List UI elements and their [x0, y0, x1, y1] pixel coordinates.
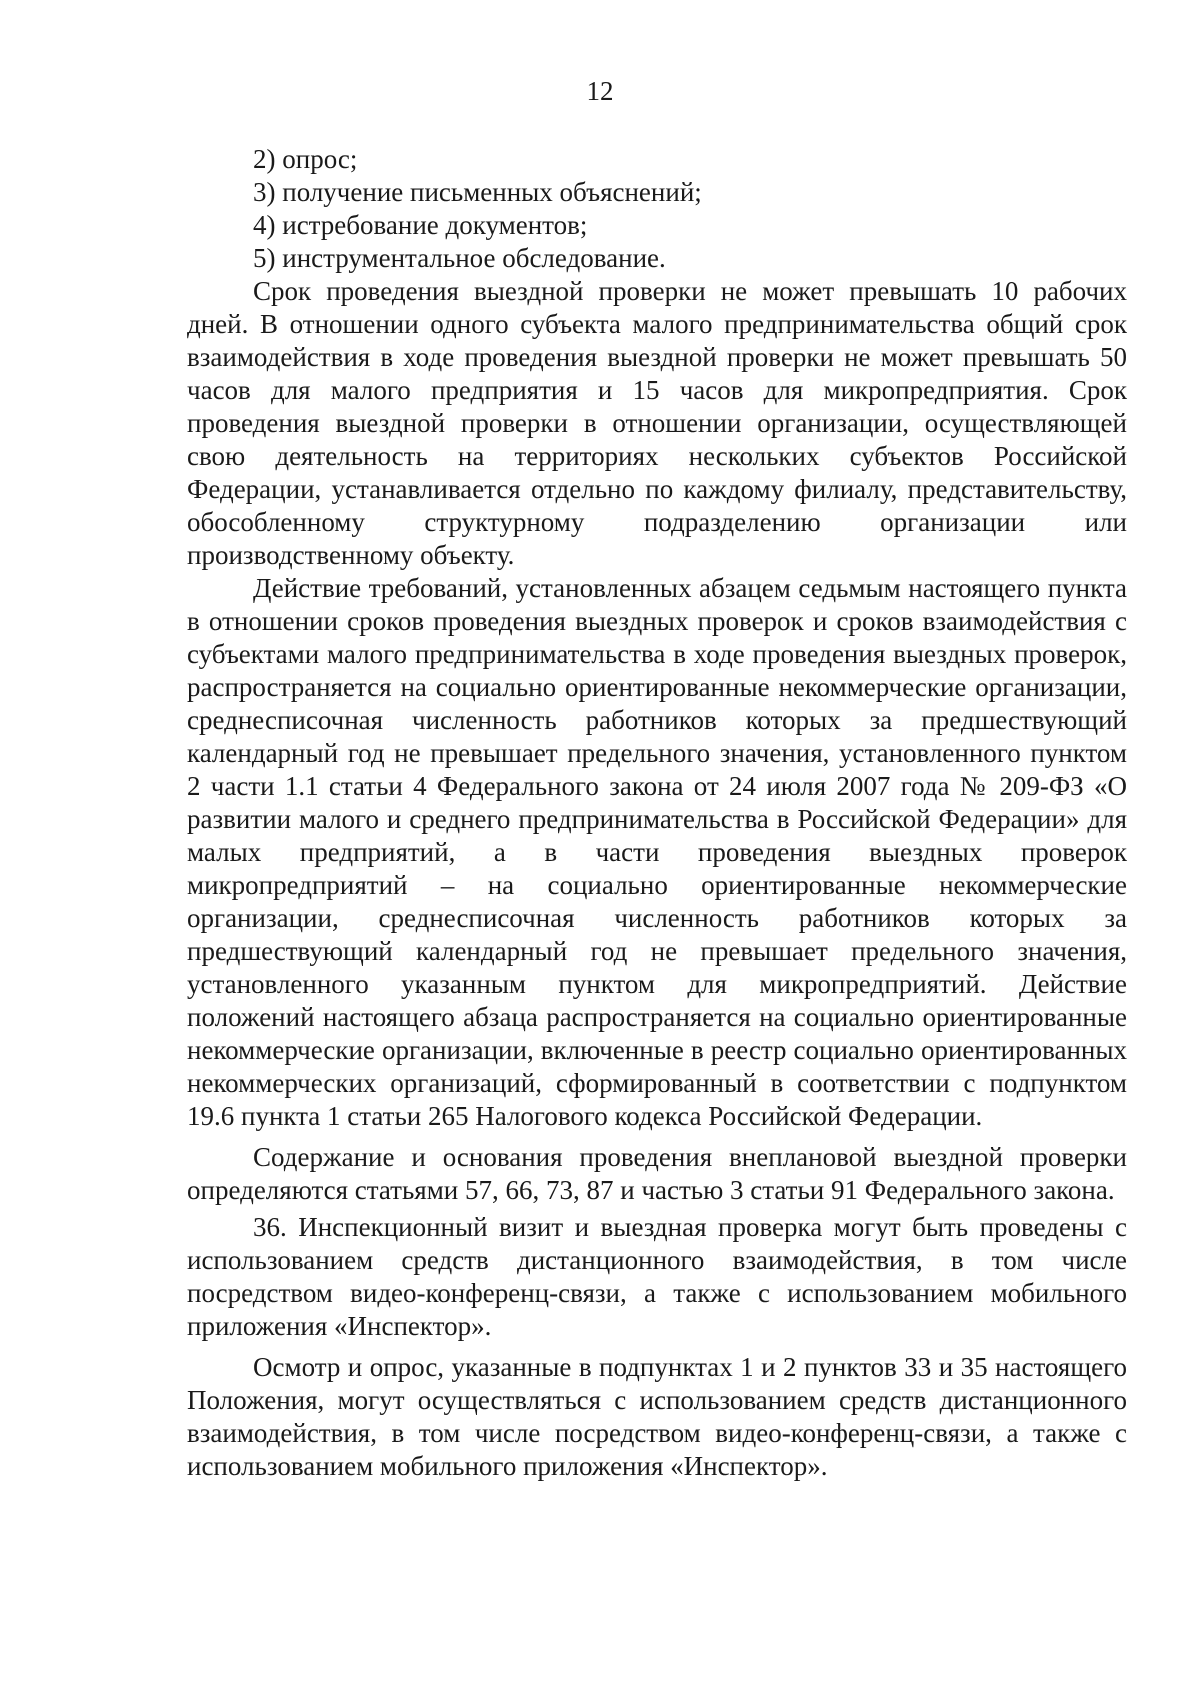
document-body — [187, 143, 1127, 1483]
paragraph-remote-inspection: Осмотр и опрос, указанные в подпунктах 1 и 2 пунктов 33 и 35 настоящего Положения, могут осуществляться с использованием средств дистанционного взаимодействия, в том числе посредством видео-конференц-связи, а также с использованием мобильного приложения «Инспектор». — [187, 1352, 1127, 1481]
list-item-4: 4) истребование документов; — [253, 210, 588, 240]
paragraph-item-36: 36. Инспекционный визит и выездная проверка могут быть проведены с использованием средств дистанционного взаимодействия, в том числе посредством видео-конференц-связи, а также с использованием мобильного приложения «Инспектор». — [187, 1212, 1127, 1341]
paragraph-unscheduled-inspection: Содержание и основания проведения внеплановой выездной проверки определяются статьями 57, 66, 73, 87 и частью 3 статьи 91 Федерального закона. — [187, 1142, 1127, 1205]
page-number: 12 — [586, 76, 614, 106]
paragraph-nonprofit-requirements: Действие требований, установленных абзацем седьмым настоящего пункта в отношении сроков проведения выездных проверок и сроков взаимодействия с субъектами малого предпринимательства в ходе проведения выездных проверок, распространяется на социально ориентированные некоммерческие организации, среднесписочная численность работников которых за предшествующий календарный год не превышает предельного значения, установленного пунктом 2 части 1.1 статьи 4 Федерального закона от 24 июля 2007 года № 209-ФЗ «О развитии малого и среднего предпринимательства в Российской Федерации» для малых предприятий, а в части проведения выездных проверок микропредприятий – на социально ориентированные некоммерческие организации, среднесписочная численность работников которых за предшествующий календарный год не превышает предельного значения, установленного указанным пунктом для микропредприятий. Действие положений настоящего абзаца распространяется на социально ориентированные некоммерческие организации, включенные в реестр социально ориентированных некоммерческих организаций, сформированный в соответствии с подпунктом 19.6 пункта 1 статьи 265 Налогового кодекса Российской Федерации. — [187, 573, 1127, 1131]
list-item-3: 3) получение письменных объяснений; — [253, 177, 702, 207]
paragraph-inspection-duration: Срок проведения выездной проверки не может превышать 10 рабочих дней. В отношении одного субъекта малого предпринимательства общий срок взаимодействия в ходе проведения выездной проверки не может превышать 50 часов для малого предприятия и 15 часов для микропредприятия. Срок проведения выездной проверки в отношении организации, осуществляющей свою деятельность на территориях нескольких субъектов Российской Федерации, устанавливается отдельно по каждому филиалу, представительству, обособленному структурному подразделению организации или производственному объекту. — [187, 276, 1127, 570]
list-item-2: 2) опрос; — [253, 144, 358, 174]
list-item-5: 5) инструментальное обследование. — [253, 243, 666, 273]
